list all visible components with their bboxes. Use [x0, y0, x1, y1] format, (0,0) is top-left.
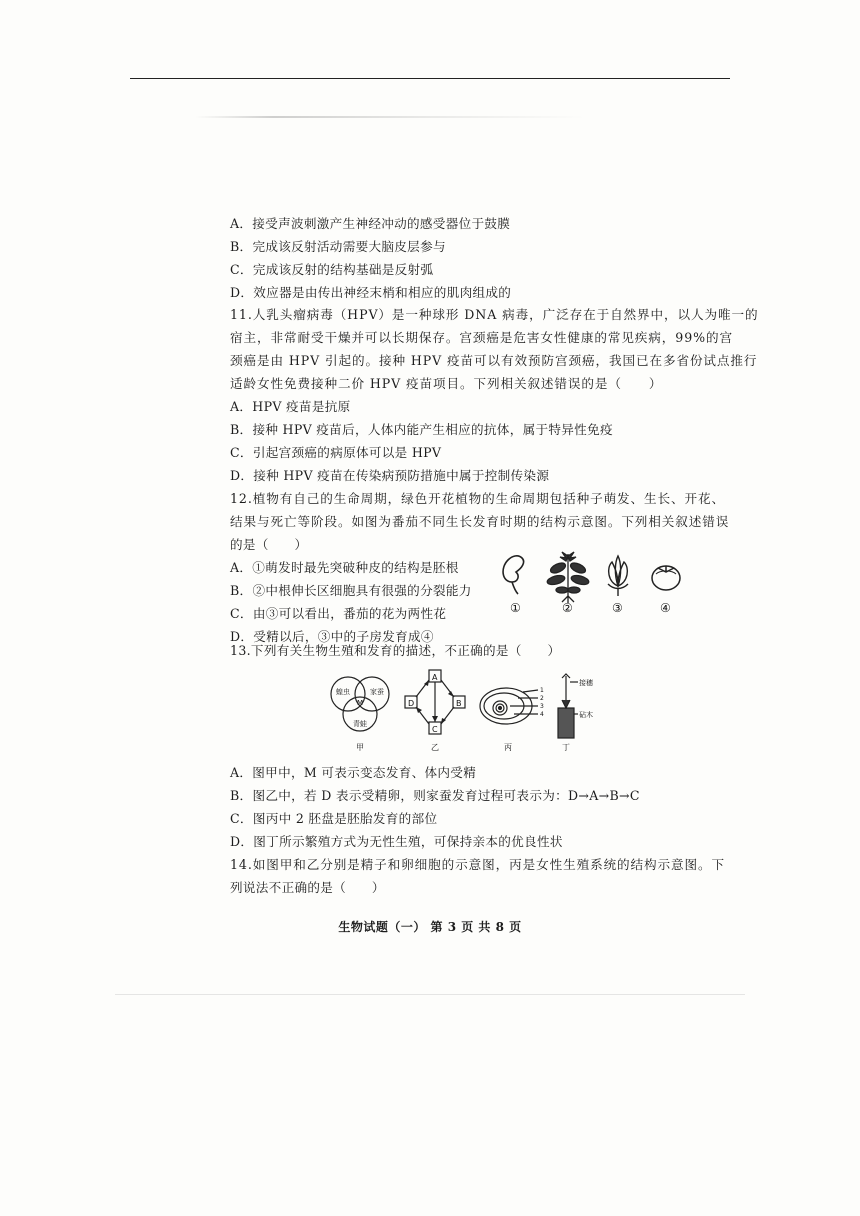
q11-stem-line-4: 适龄女性免费接种二价 HPV 疫苗项目。下列相关叙述错误的是（ ）: [230, 376, 663, 391]
q12-option-c: C．由③可以看出，番茄的花为两性花: [230, 606, 447, 621]
q13-option-c: C．图丙中 2 胚盘是胚胎发育的部位: [230, 811, 438, 826]
egg-number-4: 4: [540, 711, 544, 718]
panel-label-yi: 乙: [431, 743, 439, 752]
cycle-label-b: B: [456, 699, 462, 708]
q13-option-b: B．图乙中，若 D 表示受精卵，则家蚕发育过程可表示为：D→A→B→C: [230, 788, 640, 803]
graft-label-rootstock: 砧木: [579, 711, 593, 719]
panel-label-jia: 甲: [356, 743, 364, 752]
q12-option-a: A．①萌发时最先突破种皮的结构是胚根: [230, 560, 459, 575]
venn-label-frog: 青蛙: [353, 720, 367, 728]
stage-label-4: ④: [660, 601, 671, 615]
cycle-label-d: D: [408, 699, 415, 708]
cycle-label-c: C: [432, 725, 438, 734]
reproduction-figures: [328, 668, 608, 758]
egg-number-3: 3: [540, 703, 544, 710]
germinating-seed-drawing: [503, 556, 524, 594]
tomato-plant-drawing: [546, 552, 589, 603]
q11-stem-line-3: 颈癌是由 HPV 引起的。接种 HPV 疫苗可以有效预防宫颈癌，我国已在多省份试点推行: [230, 353, 758, 368]
q10-option-d: D．效应器是由传出神经末梢和相应的肌肉组成的: [230, 285, 512, 300]
scan-artifact: [195, 116, 585, 118]
stage-label-3: ③: [612, 601, 623, 615]
q14-stem-line-1: 14.如图甲和乙分别是精子和卵细胞的示意图，丙是女性生殖系统的结构示意图。下: [230, 857, 726, 872]
q12-stem-line-2: 结果与死亡等阶段。如图为番茄不同生长发育时期的结构示意图。下列相关叙述错误: [230, 514, 730, 529]
q10-option-c: C．完成该反射的结构基础是反射弧: [230, 262, 434, 277]
panel-label-ding: 丁: [562, 743, 570, 752]
tomato-stages-figure: [496, 548, 686, 618]
cycle-label-a: A: [432, 673, 438, 682]
q13-stem: 13.下列有关生物生殖和发育的描述，不正确的是（ ）: [230, 643, 561, 658]
venn-label-silkworm: 家蚕: [370, 688, 384, 696]
egg-number-2: 2: [540, 695, 544, 702]
q11-option-b: B．接种 HPV 疫苗后，人体内能产生相应的抗体，属于特异性免疫: [230, 422, 613, 437]
q13-option-a: A．图甲中，M 可表示变态发育、体内受精: [230, 765, 477, 780]
q13-option-d: D．图丁所示繁殖方式为无性生殖，可保持亲本的优良性状: [230, 834, 563, 849]
scan-edge: [115, 994, 745, 995]
header-rule: [130, 78, 730, 79]
q11-option-c: C．引起宫颈癌的病原体可以是 HPV: [230, 445, 442, 460]
stage-label-2: ②: [562, 601, 573, 615]
tomato-flower-drawing: [608, 556, 628, 596]
page-footer: 生物试题（一） 第 3 页 共 8 页: [338, 920, 522, 934]
q12-option-b: B．②中根伸长区细胞具有很强的分裂能力: [230, 583, 472, 598]
q12-option-d: D．受精以后，③中的子房发育成④: [230, 629, 434, 644]
venn-label-locust: 蝗虫: [336, 688, 350, 696]
q10-option-a: A．接受声波刺激产生神经冲动的感受器位于鼓膜: [230, 216, 511, 231]
venn-label-m: M: [357, 699, 364, 707]
q14-stem-line-2: 列说法不正确的是（ ）: [230, 880, 385, 895]
bird-egg-drawing: [480, 688, 538, 724]
q11-option-a: A．HPV 疫苗是抗原: [230, 399, 351, 414]
q12-stem-line-3: 的是（ ）: [230, 537, 308, 552]
q11-stem-line-1: 11.人乳头瘤病毒（HPV）是一种球形 DNA 病毒，广泛存在于自然界中，以人为唯一的: [230, 307, 759, 322]
tomato-fruit-drawing: [652, 566, 680, 590]
egg-number-1: 1: [540, 687, 544, 694]
q11-option-d: D．接种 HPV 疫苗在传染病预防措施中属于控制传染源: [230, 468, 550, 483]
q12-stem-line-1: 12.植物有自己的生命周期，绿色开花植物的生命周期包括种子萌发、生长、开花、: [230, 491, 726, 506]
q11-stem-line-2: 宿主，非常耐受干燥并可以长期保存。宫颈癌是危害女性健康的常见疾病，99%的宫: [230, 330, 733, 345]
q10-option-b: B．完成该反射活动需要大脑皮层参与: [230, 239, 446, 254]
stage-label-1: ①: [510, 601, 521, 615]
grafting-drawing: [558, 674, 578, 738]
graft-label-scion: 接穗: [579, 679, 593, 687]
panel-label-bing: 丙: [504, 743, 512, 752]
